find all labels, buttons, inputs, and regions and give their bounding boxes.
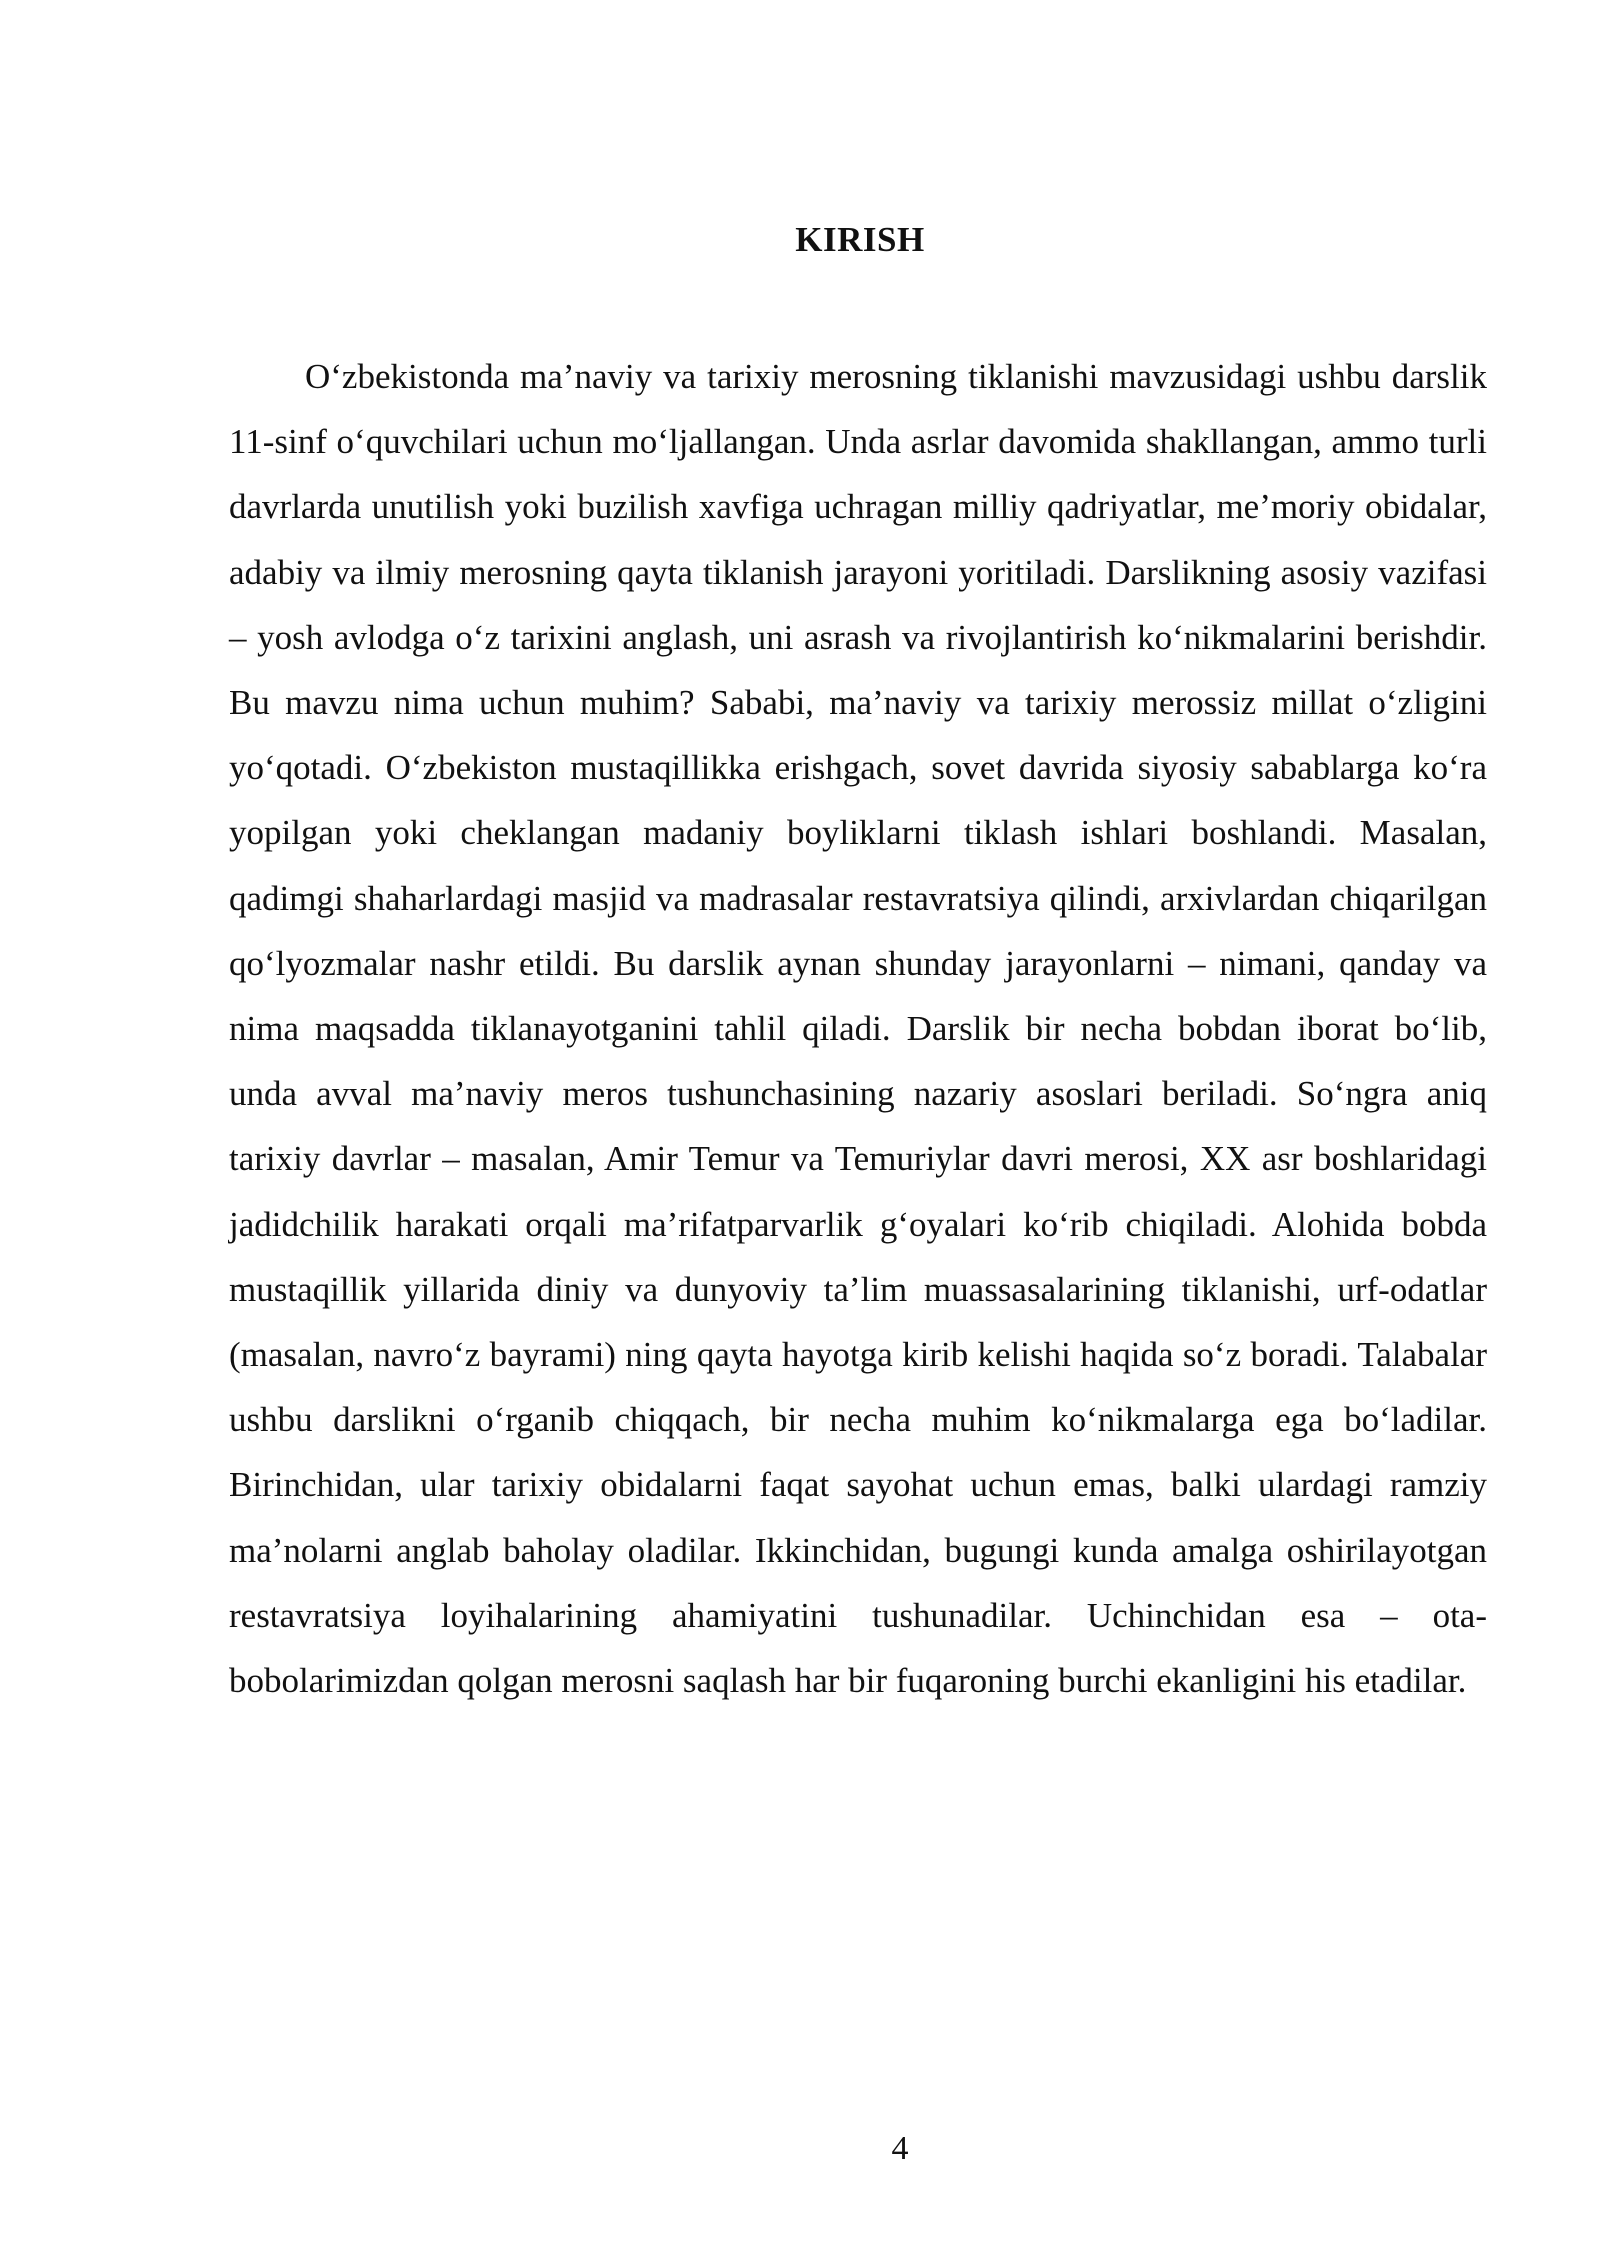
chapter-title: KIRISH (795, 220, 925, 259)
body-paragraph: O‘zbekistonda ma’naviy va tarixiy merosning tiklanishi mavzusidagi ushbu darslik 11-sinf o‘quvchilari uchun mo‘ljallangan. Unda asrlar davomida shakllangan, ammo turli davrlarda unutilish yoki buzilish xavfiga uchragan milliy qadriyatlar, me’moriy obidalar, adabiy va ilmiy merosning qayta tiklanish jarayoni yoritiladi. Darslikning asosiy vazifasi – yosh avlodga o‘z tarixini anglash, uni asrash va rivojlantirish ko‘nikmalarini berishdir. Bu mavzu nima uchun muhim? Sababi, ma’naviy va tarixiy merossiz millat o‘zligini yo‘qotadi. O‘zbekiston mustaqillikka erishgach, sovet davrida siyosiy sabablarga ko‘ra yopilgan yoki cheklangan madaniy boyliklarni tiklash ishlari boshlandi. Masalan, qadimgi shaharlardagi masjid va madrasalar restavratsiya qilindi, arxivlardan chiqarilgan qo‘lyozmalar nashr etildi. Bu darslik aynan shunday jarayonlarni – nimani, qanday va nima maqsadda tiklanayotganini tahlil qiladi. Darslik bir necha bobdan iborat bo‘lib, unda avval ma’naviy meros tushunchasining nazariy asoslari beriladi. So‘ngra aniq tarixiy davrlar – masalan, Amir Temur va Temuriylar davri merosi, XX asr boshlaridagi jadidchilik harakati orqali ma’rifatparvarlik g‘oyalari ko‘rib chiqiladi. Alohida bobda mustaqillik yillarida diniy va dunyoviy ta’lim muassasalarining tiklanishi, urf-odatlar (masalan, navro‘z bayrami) ning qayta hayotga kirib kelishi haqida so‘z boradi. Talabalar ushbu darslikni o‘rganib chiqqach, bir necha muhim ko‘nikmalarga ega bo‘ladilar. Birinchidan, ular tarixiy obidalarni faqat sayohat uchun emas, balki ulardagi ramziy ma’nolarni anglab baholay oladilar. Ikkinchidan, bugungi kunda amalga oshirilayotgan restavratsiya loyihalarining ahamiyatini tushunadilar. Uchinchidan esa – ota-bobolarimizdan qolgan merosni saqlash har bir fuqaroning burchi ekanligini his etadilar. (229, 357, 1487, 1701)
page-number: 4 (891, 2130, 909, 2167)
